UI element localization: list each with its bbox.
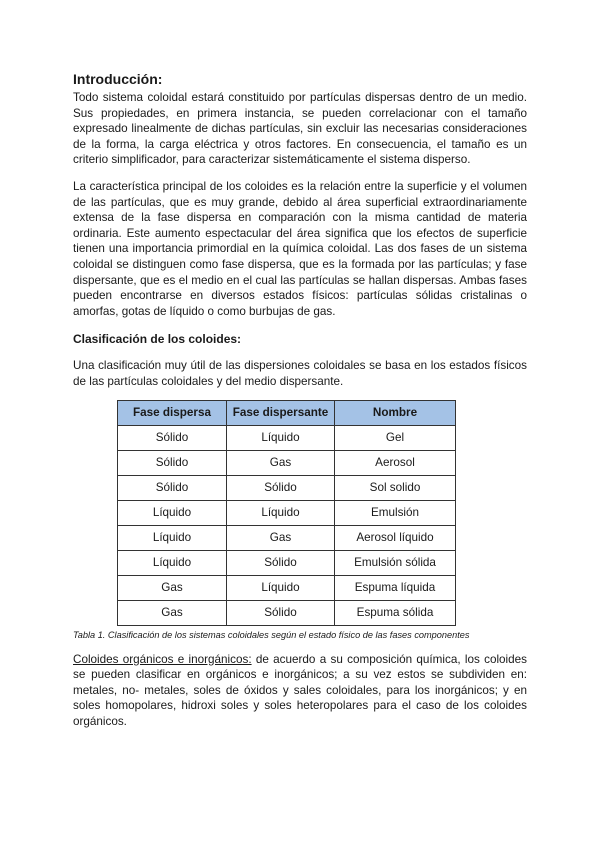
- cell-fase-dispersa: Líquido: [118, 525, 227, 550]
- header-fase-dispersante: Fase dispersante: [227, 400, 335, 425]
- cell-nombre: Emulsión sólida: [335, 550, 456, 575]
- table-caption: Tabla 1. Clasificación de los sistemas coloidales según el estado físico de las fases componentes: [73, 629, 470, 640]
- cell-fase-dispersa: Líquido: [118, 550, 227, 575]
- header-fase-dispersa: Fase dispersa: [118, 400, 227, 425]
- table-row: [118, 500, 456, 525]
- document-content: [73, 70, 527, 729]
- cell-nombre: Gel: [335, 425, 456, 450]
- classification-heading: Clasificación de los coloides:: [73, 332, 242, 347]
- cell-nombre: Aerosol: [335, 450, 456, 475]
- cell-fase-dispersante: Líquido: [227, 425, 335, 450]
- cell-fase-dispersante: Gas: [227, 450, 335, 475]
- intro-paragraph-2: La característica principal de los coloides es la relación entre la superficie y el volumen de las partículas, que es muy grande, debido al área superficial extraordinariamente extensa de la fase dispersa en comparación con la misma cantidad de materia ordinaria. Este aumento espectacular del área significa que los efectos de superficie tienen una importancia primordial en la química coloidal. Las dos fases de un sistema coloidal se distinguen como fase dispersa, que es la formada por las partículas; y fase dispersante, que es el medio en el cual las partículas se hallan dispersas. Ambas fases pueden encontrarse en diversos estados físicos: partículas sólidas cristalinas o amorfas, gotas de líquido o como burbujas de gas.: [73, 179, 527, 318]
- cell-fase-dispersa: Gas: [118, 600, 227, 625]
- cell-nombre: Sol solido: [335, 475, 456, 500]
- cell-fase-dispersa: Sólido: [118, 425, 227, 450]
- cell-fase-dispersa: Sólido: [118, 450, 227, 475]
- table-header-row: [118, 400, 456, 425]
- table-row: [118, 550, 456, 575]
- classification-table: [117, 400, 456, 626]
- header-nombre: Nombre: [335, 400, 456, 425]
- table-row: [118, 475, 456, 500]
- cell-nombre: Aerosol líquido: [335, 525, 456, 550]
- organic-inorganic-paragraph: [73, 652, 527, 730]
- table-row: [118, 425, 456, 450]
- intro-heading: Introducción:: [73, 71, 163, 87]
- cell-nombre: Espuma sólida: [335, 600, 456, 625]
- table-row: [118, 575, 456, 600]
- cell-fase-dispersante: Gas: [227, 525, 335, 550]
- cell-nombre: Espuma líquida: [335, 575, 456, 600]
- cell-fase-dispersante: Sólido: [227, 475, 335, 500]
- cell-fase-dispersa: Sólido: [118, 475, 227, 500]
- cell-fase-dispersante: Sólido: [227, 550, 335, 575]
- cell-fase-dispersante: Líquido: [227, 575, 335, 600]
- cell-nombre: Emulsión: [335, 500, 456, 525]
- table-row: [118, 525, 456, 550]
- organic-inorganic-label: Coloides orgánicos e inorgánicos:: [73, 652, 252, 666]
- intro-paragraph-1: Todo sistema coloidal estará constituido por partículas dispersas dentro de un medio. Sus propiedades, en primera instancia, se pueden correlacionar con el tamaño expresado linealmente de dichas partículas, sin excluir las necesarias consideraciones de la forma, la carga eléctrica y otros factores. En consecuencia, el tamaño es un criterio simplificador, para caracterizar sistemáticamente el sistema disperso.: [73, 91, 527, 167]
- classification-paragraph: Una clasificación muy útil de las dispersiones coloidales se basa en los estados físicos de las partículas coloidales y del medio dispersante.: [73, 359, 527, 388]
- organic-inorganic-text: de acuerdo a su composición química, los coloides se pueden clasificar en orgánicos e inorgánicos; a su vez estos se subdividen en: metales, no- metales, soles de óxidos y sales coloidales, para los inorgánicos; y en soles homopolares, hidroxi soles y soles heteropolares para el caso de los coloides orgánicos.: [73, 652, 527, 728]
- table-row: [118, 600, 456, 625]
- cell-fase-dispersa: Líquido: [118, 500, 227, 525]
- table-row: [118, 450, 456, 475]
- cell-fase-dispersante: Líquido: [227, 500, 335, 525]
- cell-fase-dispersante: Sólido: [227, 600, 335, 625]
- cell-fase-dispersa: Gas: [118, 575, 227, 600]
